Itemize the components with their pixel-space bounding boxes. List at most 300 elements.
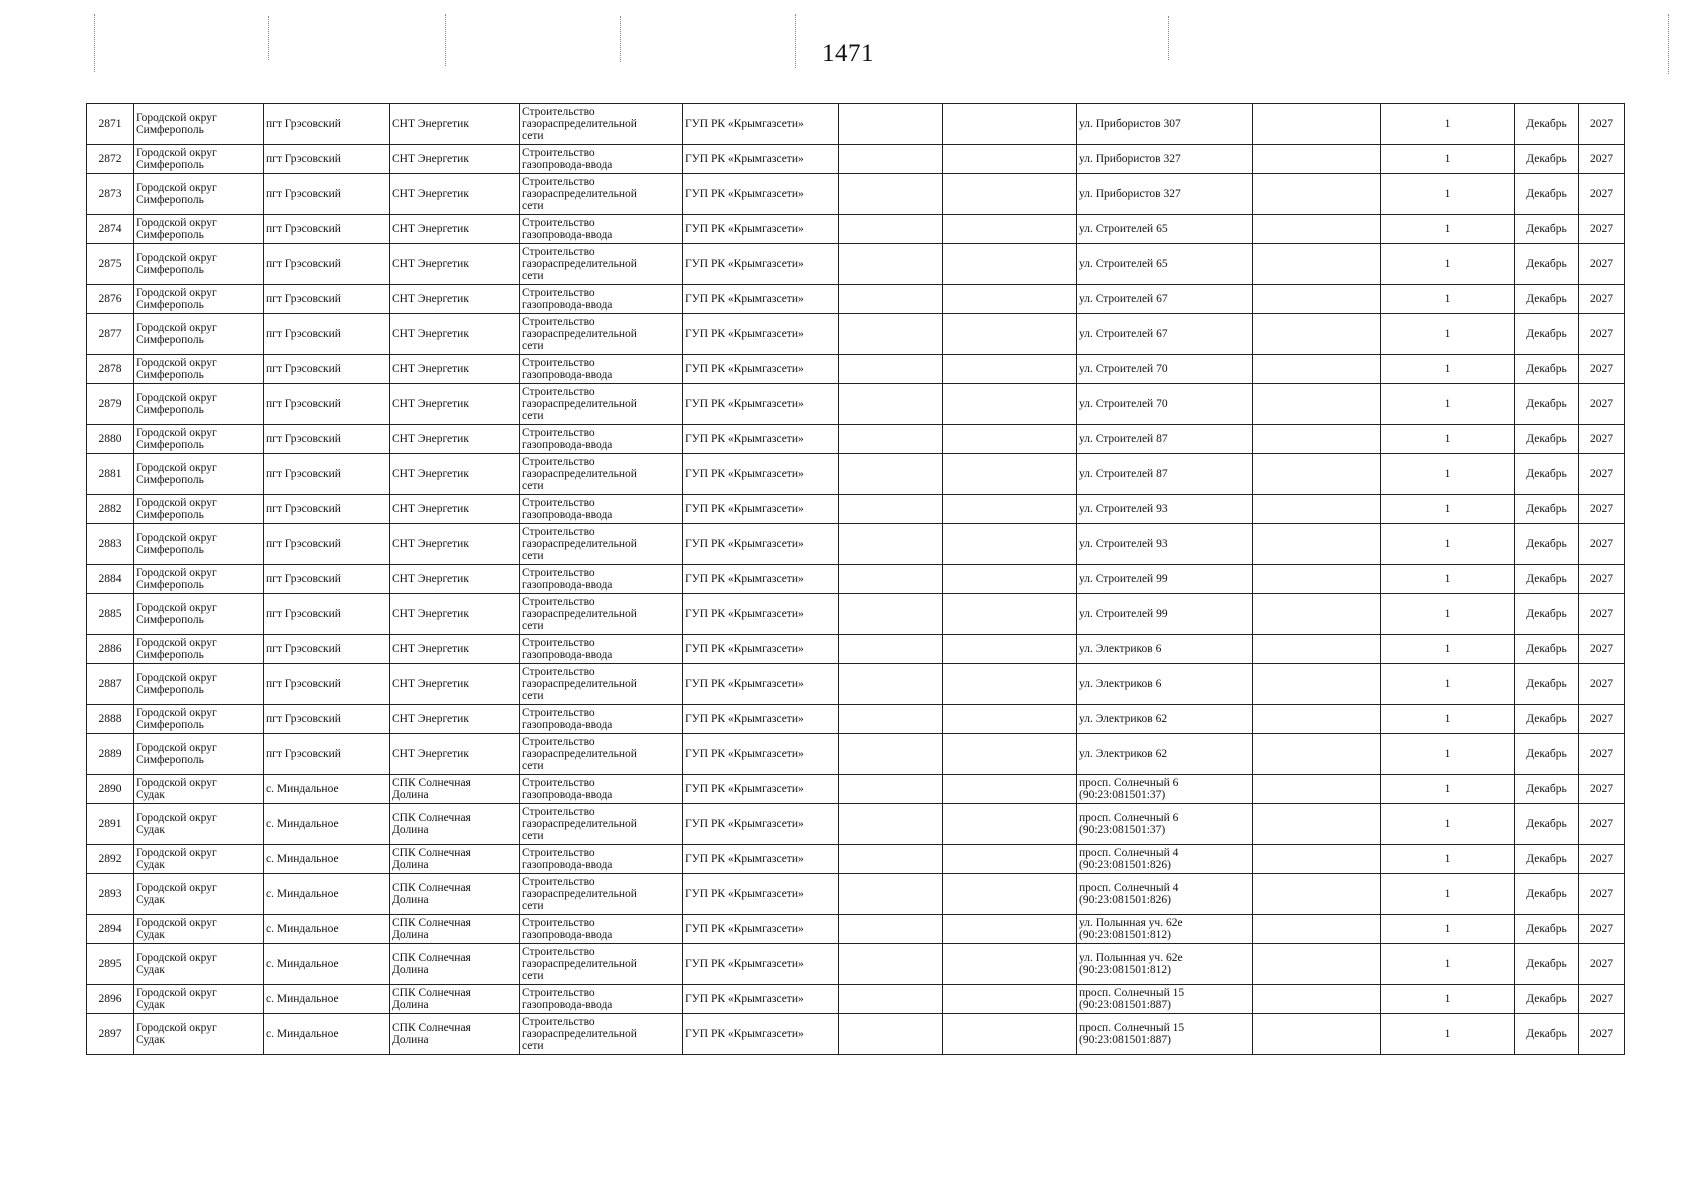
quantity-cell: 1 — [1381, 244, 1515, 285]
district-cell-line: Симферополь — [136, 159, 204, 171]
table-row — [87, 705, 1625, 734]
object-cell-line: СПК Солнечная — [392, 812, 471, 824]
month-cell: Декабрь — [1515, 285, 1579, 314]
work-cell — [520, 495, 683, 524]
year-cell: 2027 — [1579, 594, 1625, 635]
organization-cell: ГУП РК «Крымгазсети» — [683, 314, 839, 355]
district-cell — [134, 915, 264, 944]
row-number: 2883 — [87, 524, 134, 565]
work-cell — [520, 664, 683, 705]
address-cell — [1077, 314, 1253, 355]
work-cell — [520, 775, 683, 804]
year-cell: 2027 — [1579, 775, 1625, 804]
address-cell — [1077, 664, 1253, 705]
work-cell-line: сети — [522, 1040, 544, 1052]
district-cell-line: Городской округ — [136, 777, 217, 789]
work-cell — [520, 314, 683, 355]
work-cell-line: газораспределительной — [522, 608, 637, 620]
work-cell — [520, 524, 683, 565]
empty-cell — [1253, 775, 1381, 804]
empty-cell — [943, 215, 1077, 244]
settlement-cell: пгт Грэсовский — [264, 705, 390, 734]
empty-cell — [839, 495, 943, 524]
empty-cell — [943, 355, 1077, 384]
year-cell: 2027 — [1579, 454, 1625, 495]
settlement-cell: с. Миндальное — [264, 944, 390, 985]
work-cell-line: Строительство — [522, 946, 595, 958]
month-cell: Декабрь — [1515, 985, 1579, 1014]
settlement-cell: пгт Грэсовский — [264, 594, 390, 635]
district-cell-line: Городской округ — [136, 707, 217, 719]
address-cell — [1077, 915, 1253, 944]
district-cell-line: Городской округ — [136, 637, 217, 649]
year-cell: 2027 — [1579, 874, 1625, 915]
address-cell-line: (90:23:081501:37) — [1079, 789, 1166, 801]
work-cell-line: Строительство — [522, 637, 595, 649]
district-cell — [134, 594, 264, 635]
address-cell-line: (90:23:081501:812) — [1079, 929, 1171, 941]
table-row — [87, 944, 1625, 985]
district-cell-line: Городской округ — [136, 532, 217, 544]
work-cell — [520, 104, 683, 145]
empty-cell — [839, 104, 943, 145]
settlement-cell: пгт Грэсовский — [264, 734, 390, 775]
settlement-cell: пгт Грэсовский — [264, 314, 390, 355]
organization-cell: ГУП РК «Крымгазсети» — [683, 594, 839, 635]
work-cell — [520, 454, 683, 495]
month-cell: Декабрь — [1515, 845, 1579, 874]
quantity-cell: 1 — [1381, 174, 1515, 215]
address-cell — [1077, 705, 1253, 734]
empty-cell — [839, 565, 943, 594]
work-cell-line: Строительство — [522, 497, 595, 509]
empty-cell — [1253, 384, 1381, 425]
table-row — [87, 565, 1625, 594]
organization-cell: ГУП РК «Крымгазсети» — [683, 915, 839, 944]
work-cell-line: Строительство — [522, 987, 595, 999]
settlement-cell: с. Миндальное — [264, 874, 390, 915]
month-cell: Декабрь — [1515, 384, 1579, 425]
table-row — [87, 145, 1625, 174]
row-number: 2873 — [87, 174, 134, 215]
work-cell-line: газораспределительной — [522, 888, 637, 900]
object-cell — [390, 495, 520, 524]
district-cell — [134, 215, 264, 244]
object-cell — [390, 215, 520, 244]
month-cell: Декабрь — [1515, 145, 1579, 174]
address-cell-line: ул. Строителей 93 — [1079, 538, 1168, 550]
address-cell — [1077, 145, 1253, 174]
work-cell-line: газопровода-ввода — [522, 999, 613, 1011]
empty-cell — [1253, 985, 1381, 1014]
settlement-cell: пгт Грэсовский — [264, 425, 390, 454]
district-cell — [134, 104, 264, 145]
district-cell-line: Симферополь — [136, 754, 204, 766]
empty-cell — [943, 874, 1077, 915]
settlement-cell: пгт Грэсовский — [264, 145, 390, 174]
empty-cell — [943, 775, 1077, 804]
year-cell: 2027 — [1579, 495, 1625, 524]
empty-cell — [943, 804, 1077, 845]
table-row — [87, 454, 1625, 495]
empty-cell — [943, 734, 1077, 775]
page-number: 1471 — [822, 40, 874, 67]
empty-cell — [839, 985, 943, 1014]
district-cell-line: Городской округ — [136, 112, 217, 124]
month-cell: Декабрь — [1515, 775, 1579, 804]
district-cell-line: Судак — [136, 894, 165, 906]
empty-cell — [839, 145, 943, 174]
empty-cell — [1253, 285, 1381, 314]
month-cell: Декабрь — [1515, 594, 1579, 635]
address-cell-line: просп. Солнечный 6 — [1079, 812, 1179, 824]
row-number: 2871 — [87, 104, 134, 145]
district-cell-line: Городской округ — [136, 602, 217, 614]
work-cell-line: газопровода-ввода — [522, 649, 613, 661]
work-cell-line: газопровода-ввода — [522, 929, 613, 941]
quantity-cell: 1 — [1381, 145, 1515, 174]
district-cell-line: Симферополь — [136, 474, 204, 486]
settlement-cell: с. Миндальное — [264, 1014, 390, 1055]
address-cell-line: ул. Электриков 6 — [1079, 643, 1162, 655]
work-cell-line: газопровода-ввода — [522, 369, 613, 381]
organization-cell: ГУП РК «Крымгазсети» — [683, 244, 839, 285]
work-cell-line: сети — [522, 270, 544, 282]
work-cell-line: газораспределительной — [522, 958, 637, 970]
address-cell-line: ул. Прибористов 327 — [1079, 153, 1181, 165]
district-cell-line: Городской округ — [136, 742, 217, 754]
district-cell — [134, 145, 264, 174]
empty-cell — [1253, 425, 1381, 454]
settlement-cell: пгт Грэсовский — [264, 174, 390, 215]
object-cell — [390, 845, 520, 874]
work-cell-line: Строительство — [522, 806, 595, 818]
address-cell — [1077, 174, 1253, 215]
object-cell-line: СПК Солнечная — [392, 882, 471, 894]
object-cell-line: СНТ Энергетик — [392, 258, 469, 270]
settlement-cell: пгт Грэсовский — [264, 454, 390, 495]
district-cell-line: Симферополь — [136, 194, 204, 206]
table-row — [87, 285, 1625, 314]
row-number: 2887 — [87, 664, 134, 705]
empty-cell — [839, 425, 943, 454]
district-cell-line: Симферополь — [136, 509, 204, 521]
district-cell-line: Судак — [136, 999, 165, 1011]
quantity-cell: 1 — [1381, 705, 1515, 734]
object-cell-line: СНТ Энергетик — [392, 678, 469, 690]
district-cell-line: Симферополь — [136, 229, 204, 241]
address-cell-line: (90:23:081501:37) — [1079, 824, 1166, 836]
district-cell-line: Симферополь — [136, 404, 204, 416]
row-number: 2897 — [87, 1014, 134, 1055]
empty-cell — [1253, 594, 1381, 635]
row-number: 2881 — [87, 454, 134, 495]
row-number: 2882 — [87, 495, 134, 524]
settlement-cell: пгт Грэсовский — [264, 524, 390, 565]
empty-cell — [839, 524, 943, 565]
address-cell-line: (90:23:081501:887) — [1079, 1034, 1171, 1046]
work-cell-line: газопровода-ввода — [522, 579, 613, 591]
object-cell-line: СНТ Энергетик — [392, 468, 469, 480]
object-cell — [390, 1014, 520, 1055]
month-cell: Декабрь — [1515, 664, 1579, 705]
empty-cell — [943, 915, 1077, 944]
object-cell — [390, 384, 520, 425]
district-cell-line: Симферополь — [136, 719, 204, 731]
row-number: 2892 — [87, 845, 134, 874]
work-cell-line: газопровода-ввода — [522, 439, 613, 451]
work-cell-line: газопровода-ввода — [522, 789, 613, 801]
address-cell — [1077, 874, 1253, 915]
row-number: 2889 — [87, 734, 134, 775]
work-cell-line: сети — [522, 830, 544, 842]
work-cell-line: Строительство — [522, 357, 595, 369]
work-cell-line: газораспределительной — [522, 118, 637, 130]
work-cell-line: газораспределительной — [522, 678, 637, 690]
address-cell — [1077, 355, 1253, 384]
address-cell — [1077, 804, 1253, 845]
object-cell-line: СНТ Энергетик — [392, 538, 469, 550]
object-cell-line: СНТ Энергетик — [392, 223, 469, 235]
district-cell-line: Симферополь — [136, 614, 204, 626]
year-cell: 2027 — [1579, 285, 1625, 314]
month-cell: Декабрь — [1515, 454, 1579, 495]
district-cell-line: Городской округ — [136, 252, 217, 264]
work-cell — [520, 874, 683, 915]
table-row — [87, 215, 1625, 244]
organization-cell: ГУП РК «Крымгазсети» — [683, 845, 839, 874]
address-cell-line: (90:23:081501:826) — [1079, 859, 1171, 871]
row-number: 2874 — [87, 215, 134, 244]
district-cell-line: Городской округ — [136, 182, 217, 194]
quantity-cell: 1 — [1381, 215, 1515, 244]
object-cell — [390, 355, 520, 384]
empty-cell — [839, 314, 943, 355]
month-cell: Декабрь — [1515, 635, 1579, 664]
object-cell-line: СПК Солнечная — [392, 777, 471, 789]
district-cell — [134, 734, 264, 775]
empty-cell — [839, 915, 943, 944]
object-cell — [390, 285, 520, 314]
empty-cell — [1253, 174, 1381, 215]
year-cell: 2027 — [1579, 944, 1625, 985]
object-cell — [390, 594, 520, 635]
district-cell-line: Городской округ — [136, 497, 217, 509]
settlement-cell: пгт Грэсовский — [264, 565, 390, 594]
work-cell — [520, 174, 683, 215]
object-cell — [390, 565, 520, 594]
address-cell — [1077, 244, 1253, 285]
year-cell: 2027 — [1579, 565, 1625, 594]
empty-cell — [1253, 734, 1381, 775]
empty-cell — [839, 355, 943, 384]
work-cell-line: Строительство — [522, 777, 595, 789]
organization-cell: ГУП РК «Крымгазсети» — [683, 944, 839, 985]
district-cell — [134, 804, 264, 845]
organization-cell: ГУП РК «Крымгазсети» — [683, 804, 839, 845]
row-number: 2876 — [87, 285, 134, 314]
district-cell — [134, 285, 264, 314]
object-cell-line: СНТ Энергетик — [392, 153, 469, 165]
district-cell-line: Симферополь — [136, 334, 204, 346]
organization-cell: ГУП РК «Крымгазсети» — [683, 355, 839, 384]
object-cell-line: СНТ Энергетик — [392, 433, 469, 445]
row-number: 2880 — [87, 425, 134, 454]
district-cell-line: Городской округ — [136, 952, 217, 964]
empty-cell — [839, 215, 943, 244]
year-cell: 2027 — [1579, 635, 1625, 664]
address-cell-line: ул. Строителей 70 — [1079, 363, 1168, 375]
row-number: 2885 — [87, 594, 134, 635]
work-cell — [520, 804, 683, 845]
empty-cell — [839, 705, 943, 734]
object-cell-line: СНТ Энергетик — [392, 608, 469, 620]
empty-cell — [943, 594, 1077, 635]
month-cell: Декабрь — [1515, 244, 1579, 285]
district-cell — [134, 355, 264, 384]
work-cell-line: Строительство — [522, 456, 595, 468]
row-number: 2893 — [87, 874, 134, 915]
empty-cell — [943, 565, 1077, 594]
district-cell-line: Симферополь — [136, 369, 204, 381]
table-row — [87, 104, 1625, 145]
table-row — [87, 355, 1625, 384]
year-cell: 2027 — [1579, 244, 1625, 285]
empty-cell — [1253, 664, 1381, 705]
work-cell-line: Строительство — [522, 596, 595, 608]
address-cell — [1077, 495, 1253, 524]
empty-cell — [839, 845, 943, 874]
quantity-cell: 1 — [1381, 565, 1515, 594]
address-cell-line: ул. Строителей 99 — [1079, 573, 1168, 585]
object-cell — [390, 874, 520, 915]
year-cell: 2027 — [1579, 104, 1625, 145]
quantity-cell: 1 — [1381, 635, 1515, 664]
organization-cell: ГУП РК «Крымгазсети» — [683, 705, 839, 734]
month-cell: Декабрь — [1515, 314, 1579, 355]
district-cell-line: Симферополь — [136, 649, 204, 661]
empty-cell — [943, 944, 1077, 985]
empty-cell — [839, 244, 943, 285]
organization-cell: ГУП РК «Крымгазсети» — [683, 215, 839, 244]
organization-cell: ГУП РК «Крымгазсети» — [683, 425, 839, 454]
district-cell-line: Городской округ — [136, 392, 217, 404]
table-body — [87, 104, 1625, 1055]
work-cell — [520, 594, 683, 635]
empty-cell — [943, 495, 1077, 524]
table-row — [87, 174, 1625, 215]
object-cell — [390, 314, 520, 355]
address-cell-line: (90:23:081501:812) — [1079, 964, 1171, 976]
address-cell-line: просп. Солнечный 6 — [1079, 777, 1179, 789]
address-cell-line: ул. Строителей 65 — [1079, 258, 1168, 270]
district-cell — [134, 454, 264, 495]
district-cell-line: Судак — [136, 859, 165, 871]
settlement-cell: с. Миндальное — [264, 845, 390, 874]
table-row — [87, 635, 1625, 664]
district-cell — [134, 944, 264, 985]
empty-cell — [943, 384, 1077, 425]
district-cell-line: Симферополь — [136, 544, 204, 556]
work-cell-line: сети — [522, 550, 544, 562]
empty-cell — [1253, 944, 1381, 985]
organization-cell: ГУП РК «Крымгазсети» — [683, 384, 839, 425]
quantity-cell: 1 — [1381, 915, 1515, 944]
table-row — [87, 1014, 1625, 1055]
address-cell-line: ул. Прибористов 307 — [1079, 118, 1181, 130]
work-cell-line: сети — [522, 200, 544, 212]
work-cell-line: Строительство — [522, 736, 595, 748]
work-cell — [520, 944, 683, 985]
quantity-cell: 1 — [1381, 944, 1515, 985]
work-cell-line: Строительство — [522, 246, 595, 258]
object-cell-line: Долина — [392, 929, 429, 941]
object-cell — [390, 734, 520, 775]
year-cell: 2027 — [1579, 174, 1625, 215]
object-cell — [390, 915, 520, 944]
empty-cell — [1253, 454, 1381, 495]
address-cell — [1077, 104, 1253, 145]
organization-cell: ГУП РК «Крымгазсети» — [683, 635, 839, 664]
object-cell — [390, 425, 520, 454]
row-number: 2890 — [87, 775, 134, 804]
empty-cell — [1253, 495, 1381, 524]
table-row — [87, 845, 1625, 874]
work-cell — [520, 384, 683, 425]
district-cell — [134, 1014, 264, 1055]
quantity-cell: 1 — [1381, 594, 1515, 635]
quantity-cell: 1 — [1381, 425, 1515, 454]
district-cell — [134, 565, 264, 594]
work-cell — [520, 845, 683, 874]
quantity-cell: 1 — [1381, 355, 1515, 384]
empty-cell — [839, 594, 943, 635]
work-cell-line: Строительство — [522, 1016, 595, 1028]
object-cell — [390, 145, 520, 174]
object-cell — [390, 174, 520, 215]
work-cell-line: сети — [522, 410, 544, 422]
work-cell-line: сети — [522, 340, 544, 352]
work-cell — [520, 1014, 683, 1055]
work-cell — [520, 145, 683, 174]
work-cell-line: газораспределительной — [522, 818, 637, 830]
work-cell — [520, 635, 683, 664]
address-cell — [1077, 524, 1253, 565]
object-cell — [390, 775, 520, 804]
object-cell-line: Долина — [392, 894, 429, 906]
work-cell-line: Строительство — [522, 287, 595, 299]
address-cell-line: ул. Строителей 87 — [1079, 433, 1168, 445]
object-cell — [390, 985, 520, 1014]
year-cell: 2027 — [1579, 734, 1625, 775]
quantity-cell: 1 — [1381, 985, 1515, 1014]
object-cell — [390, 524, 520, 565]
row-number: 2886 — [87, 635, 134, 664]
month-cell: Декабрь — [1515, 915, 1579, 944]
address-cell-line: ул. Полынная уч. 62е — [1079, 917, 1183, 929]
district-cell — [134, 244, 264, 285]
district-cell-line: Судак — [136, 964, 165, 976]
table-row — [87, 734, 1625, 775]
district-cell-line: Городской округ — [136, 882, 217, 894]
work-cell-line: Строительство — [522, 707, 595, 719]
year-cell: 2027 — [1579, 804, 1625, 845]
organization-cell: ГУП РК «Крымгазсети» — [683, 565, 839, 594]
settlement-cell: пгт Грэсовский — [264, 215, 390, 244]
empty-cell — [1253, 355, 1381, 384]
object-cell-line: СНТ Энергетик — [392, 748, 469, 760]
quantity-cell: 1 — [1381, 104, 1515, 145]
